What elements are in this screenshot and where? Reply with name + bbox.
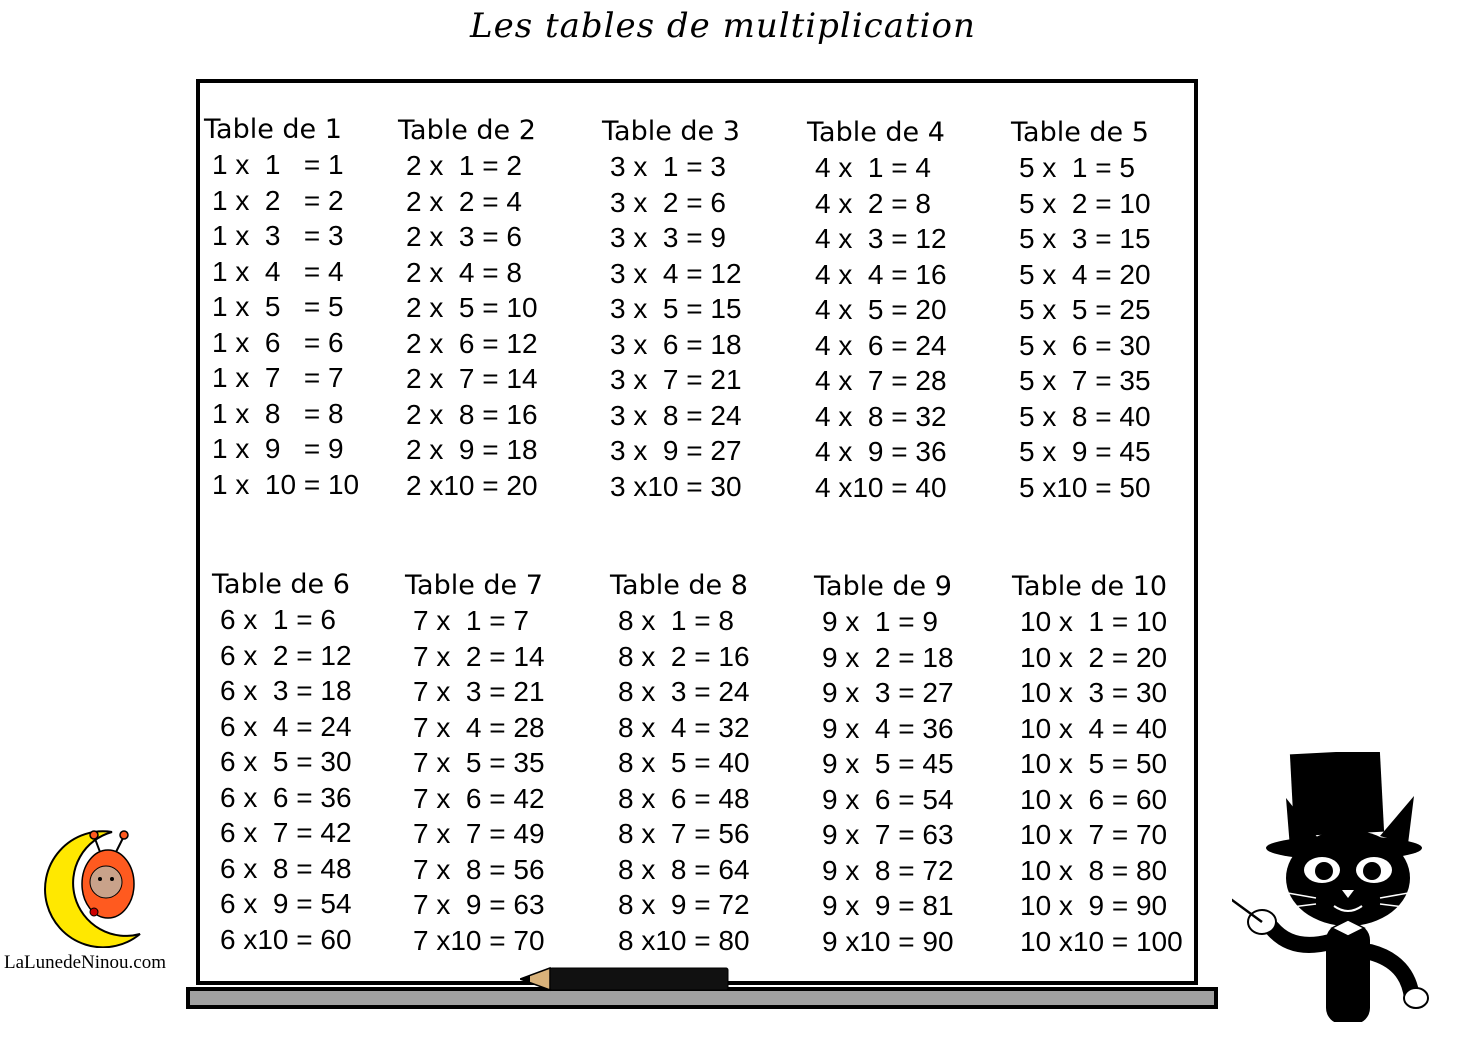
table-title: Table de 7 [405, 570, 543, 601]
table-row: 10 x 8 = 80 [1020, 854, 1168, 886]
table-row: 6 x 4 = 24 [220, 710, 352, 742]
table-row: 1 x 1 = 1 [212, 149, 344, 180]
table-6 [212, 568, 412, 957]
table-row: 7 x 4 = 28 [413, 711, 545, 743]
table-8 [610, 569, 810, 958]
table-row: 6 x 8 = 48 [220, 852, 352, 884]
table-row: 8 x 6 = 48 [618, 782, 750, 814]
table-row: 6 x 5 = 30 [220, 746, 352, 777]
table-row: 5 x 3 = 15 [1019, 223, 1151, 254]
table-row: 1 x 8 = 8 [212, 397, 344, 429]
table-row: 5 x 7 = 35 [1019, 365, 1151, 396]
table-row: 7 x 3 = 21 [413, 676, 545, 707]
table-title: Table de 4 [807, 117, 945, 148]
table-2 [398, 114, 598, 503]
table-title: Table de 9 [814, 571, 952, 602]
table-title: Table de 10 [1012, 571, 1168, 602]
table-row: 6 x 6 = 36 [220, 781, 352, 813]
table-row: 3 x 7 = 21 [610, 364, 742, 395]
table-row: 9 x 9 = 81 [822, 890, 954, 921]
table-3 [602, 115, 802, 504]
table-row: 6 x 2 = 12 [220, 639, 352, 671]
table-row: 7 x 2 = 14 [413, 640, 545, 672]
table-title: Table de 3 [602, 116, 740, 147]
table-row: 7 x 1 = 7 [413, 605, 529, 636]
table-rows [212, 602, 412, 957]
table-row: 7 x 8 = 56 [413, 853, 545, 885]
table-row: 5 x 6 = 30 [1019, 329, 1151, 361]
table-row: 10 x 1 = 10 [1020, 606, 1168, 637]
table-row: 5 x 9 = 45 [1019, 436, 1151, 467]
table-row: 3 x 6 = 18 [610, 328, 742, 360]
table-row: 7 x 6 = 42 [413, 782, 545, 814]
table-row: 10 x 7 = 70 [1020, 819, 1168, 850]
table-row: 1 x 6 = 6 [212, 326, 344, 358]
table-row: 9 x 3 = 27 [822, 677, 954, 708]
table-row: 4 x 8 = 32 [815, 400, 947, 432]
table-row: 3 x 5 = 15 [610, 293, 742, 324]
table-row: 4 x 5 = 20 [815, 294, 947, 325]
table-row: 4 x 1 = 4 [815, 152, 931, 183]
table-1 [204, 113, 404, 502]
table-row: 5 x 2 = 10 [1019, 187, 1151, 219]
table-row: 3 x 3 = 9 [610, 222, 726, 253]
table-row: 4 x 7 = 28 [815, 365, 947, 396]
table-row: 1 x 7 = 7 [212, 362, 344, 393]
table-row: 8 x 7 = 56 [618, 818, 750, 849]
table-row: 1 x 10 = 10 [212, 468, 360, 500]
table-row: 9 x 4 = 36 [822, 712, 954, 744]
table-row: 7 x10 = 70 [413, 924, 545, 956]
table-row: 5 x 8 = 40 [1019, 400, 1151, 432]
table-row: 10 x 5 = 50 [1020, 748, 1168, 779]
table-row: 2 x 8 = 16 [406, 398, 538, 430]
table-rows [814, 604, 1014, 959]
table-row: 5 x 1 = 5 [1019, 152, 1135, 183]
table-row: 2 x 4 = 8 [406, 256, 522, 288]
table-row: 6 x10 = 60 [220, 923, 352, 955]
table-rows [602, 149, 802, 504]
table-row: 4 x 4 = 16 [815, 258, 947, 290]
table-row: 7 x 7 = 49 [413, 818, 545, 849]
blackboard [196, 79, 1198, 985]
cat-teacher-icon [1232, 752, 1448, 1022]
table-row: 6 x 1 = 6 [220, 604, 336, 635]
table-row: 10 x 9 = 90 [1020, 890, 1168, 921]
table-row: 2 x 9 = 18 [406, 434, 538, 465]
table-row: 4 x 2 = 8 [815, 187, 931, 219]
table-row: 2 x 7 = 14 [406, 363, 538, 394]
table-rows [398, 148, 598, 503]
table-row: 6 x 3 = 18 [220, 675, 352, 706]
table-row: 1 x 5 = 5 [212, 291, 344, 322]
table-row: 2 x 5 = 10 [406, 292, 538, 323]
table-title: Table de 1 [204, 114, 342, 145]
table-row: 7 x 5 = 35 [413, 747, 545, 778]
table-rows [1011, 150, 1211, 505]
table-row: 9 x 6 = 54 [822, 783, 954, 815]
table-row: 1 x 3 = 3 [212, 220, 344, 251]
table-row: 3 x 4 = 12 [610, 257, 742, 289]
table-row: 8 x 1 = 8 [618, 605, 734, 636]
table-row: 4 x10 = 40 [815, 471, 947, 503]
table-5 [1011, 116, 1211, 505]
table-row: 10 x 3 = 30 [1020, 677, 1168, 708]
table-row: 5 x10 = 50 [1019, 471, 1151, 503]
table-9 [814, 570, 1014, 959]
table-row: 9 x 7 = 63 [822, 819, 954, 850]
table-row: 6 x 7 = 42 [220, 817, 352, 848]
table-10 [1012, 570, 1212, 959]
site-signature: LaLunedeNinou.com [4, 952, 166, 973]
table-row: 1 x 4 = 4 [212, 255, 344, 287]
table-row: 5 x 4 = 20 [1019, 258, 1151, 290]
table-title: Table de 5 [1011, 117, 1149, 148]
table-row: 4 x 3 = 12 [815, 223, 947, 254]
table-row: 9 x 5 = 45 [822, 748, 954, 779]
table-row: 8 x 3 = 24 [618, 676, 750, 707]
table-row: 4 x 9 = 36 [815, 436, 947, 467]
table-rows [204, 147, 404, 502]
table-row: 10 x 2 = 20 [1020, 641, 1168, 673]
table-7 [405, 569, 605, 958]
table-row: 10 x 6 = 60 [1020, 783, 1168, 815]
table-row: 7 x 9 = 63 [413, 889, 545, 920]
pencil-icon [520, 966, 732, 992]
table-row: 10 x10 = 100 [1020, 925, 1183, 957]
table-row: 2 x 1 = 2 [406, 150, 522, 181]
table-rows [807, 150, 1007, 505]
table-row: 4 x 6 = 24 [815, 329, 947, 361]
table-4 [807, 116, 1007, 505]
table-row: 3 x 8 = 24 [610, 399, 742, 431]
table-row: 1 x 2 = 2 [212, 184, 344, 216]
table-row: 9 x 1 = 9 [822, 606, 938, 637]
table-row: 8 x 8 = 64 [618, 853, 750, 885]
table-title: Table de 6 [212, 569, 350, 600]
table-row: 9 x10 = 90 [822, 925, 954, 957]
table-row: 3 x10 = 30 [610, 470, 742, 502]
table-row: 10 x 4 = 40 [1020, 712, 1168, 744]
table-row: 8 x 9 = 72 [618, 889, 750, 920]
table-row: 9 x 2 = 18 [822, 641, 954, 673]
table-rows [610, 603, 810, 958]
table-rows [1012, 604, 1212, 959]
table-row: 3 x 9 = 27 [610, 435, 742, 466]
moon-mascot-logo-icon [22, 826, 152, 948]
table-row: 8 x 4 = 32 [618, 711, 750, 743]
table-row: 3 x 1 = 3 [610, 151, 726, 182]
table-row: 6 x 9 = 54 [220, 888, 352, 919]
table-row: 1 x 9 = 9 [212, 433, 344, 464]
table-row: 2 x 2 = 4 [406, 185, 522, 217]
table-row: 2 x 6 = 12 [406, 327, 538, 359]
table-row: 9 x 8 = 72 [822, 854, 954, 886]
table-row: 8 x 2 = 16 [618, 640, 750, 672]
table-title: Table de 8 [610, 570, 748, 601]
table-row: 8 x 5 = 40 [618, 747, 750, 778]
table-row: 2 x10 = 20 [406, 469, 538, 501]
table-row: 8 x10 = 80 [618, 924, 750, 956]
table-row: 3 x 2 = 6 [610, 186, 726, 218]
table-title: Table de 2 [398, 115, 536, 146]
table-rows [405, 603, 605, 958]
table-row: 5 x 5 = 25 [1019, 294, 1151, 325]
page-title: Les tables de multiplication [470, 6, 976, 46]
table-row: 2 x 3 = 6 [406, 221, 522, 252]
